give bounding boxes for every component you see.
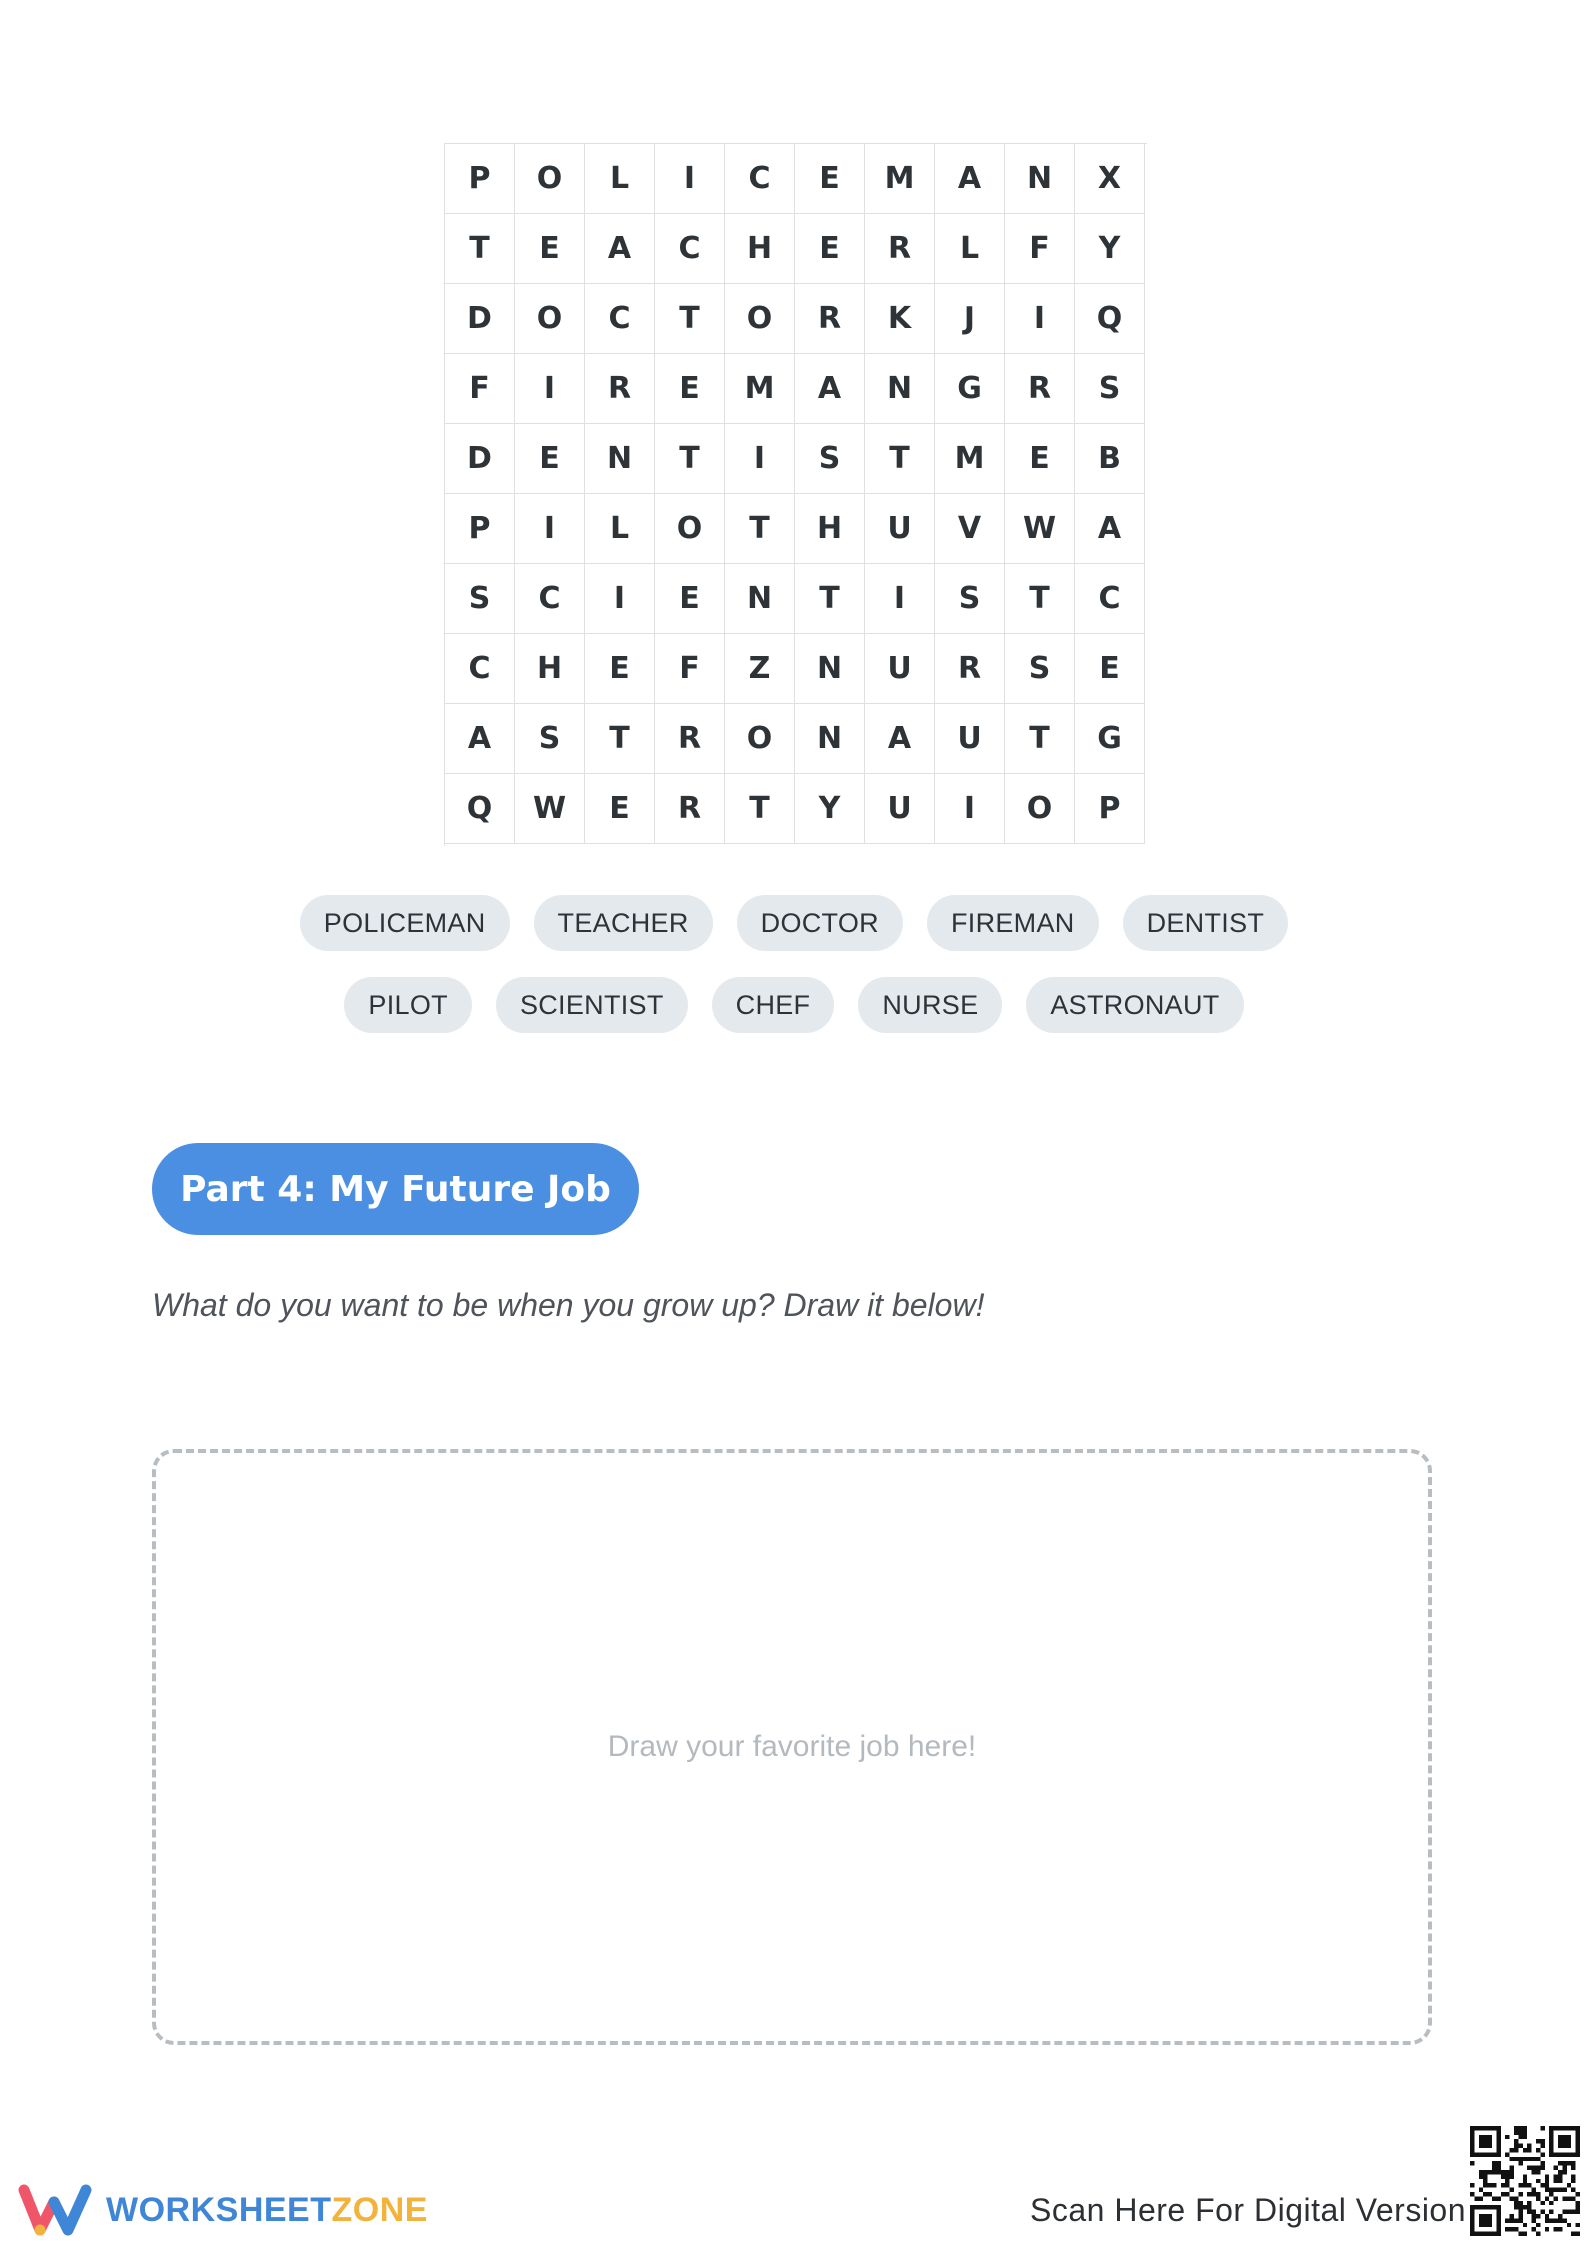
grid-cell[interactable]: R	[585, 354, 655, 424]
grid-cell[interactable]: I	[655, 144, 725, 214]
logo-w-icon	[18, 2182, 92, 2238]
grid-cell[interactable]: N	[795, 634, 865, 704]
grid-cell[interactable]: R	[865, 214, 935, 284]
grid-cell[interactable]: Y	[795, 774, 865, 844]
word-bank-row-1	[0, 895, 1588, 951]
grid-cell[interactable]: R	[655, 774, 725, 844]
drawing-area-hint: Draw your favorite job here!	[607, 1730, 977, 1763]
grid-cell[interactable]: F	[1005, 214, 1075, 284]
grid-cell[interactable]: E	[655, 354, 725, 424]
grid-cell[interactable]: P	[445, 144, 515, 214]
grid-cell[interactable]: E	[1075, 634, 1145, 704]
grid-cell[interactable]: T	[655, 284, 725, 354]
grid-cell[interactable]: I	[1005, 284, 1075, 354]
grid-cell[interactable]: O	[1005, 774, 1075, 844]
scan-caption: Scan Here For Digital Version	[1030, 2192, 1467, 2228]
grid-cell[interactable]: K	[865, 284, 935, 354]
grid-cell[interactable]: M	[935, 424, 1005, 494]
grid-cell[interactable]: G	[1075, 704, 1145, 774]
grid-cell[interactable]: H	[795, 494, 865, 564]
grid-cell[interactable]: I	[585, 564, 655, 634]
grid-cell[interactable]: A	[865, 704, 935, 774]
word-bank-row-2	[0, 977, 1588, 1033]
word-bank-item: CHEF	[712, 977, 835, 1033]
word-bank-item: PILOT	[344, 977, 472, 1033]
grid-cell[interactable]: L	[585, 144, 655, 214]
grid-cell[interactable]: U	[865, 634, 935, 704]
grid-cell[interactable]: E	[585, 774, 655, 844]
grid-cell[interactable]: C	[725, 144, 795, 214]
grid-cell[interactable]: S	[515, 704, 585, 774]
grid-cell[interactable]: A	[1075, 494, 1145, 564]
grid-cell[interactable]: J	[935, 284, 1005, 354]
grid-cell[interactable]: U	[865, 494, 935, 564]
qr-code-icon[interactable]	[1470, 2126, 1580, 2236]
grid-cell[interactable]: Z	[725, 634, 795, 704]
grid-cell[interactable]: T	[1005, 564, 1075, 634]
grid-cell[interactable]: I	[935, 774, 1005, 844]
grid-cell[interactable]: S	[445, 564, 515, 634]
grid-cell[interactable]: I	[515, 494, 585, 564]
grid-cell[interactable]: T	[1005, 704, 1075, 774]
grid-cell[interactable]: E	[515, 424, 585, 494]
grid-cell[interactable]: T	[445, 214, 515, 284]
grid-cell[interactable]: L	[585, 494, 655, 564]
grid-cell[interactable]: C	[1075, 564, 1145, 634]
grid-cell[interactable]: B	[1075, 424, 1145, 494]
word-search-grid	[444, 143, 1147, 846]
grid-cell[interactable]: Q	[1075, 284, 1145, 354]
part-4-header	[152, 1143, 639, 1235]
grid-cell[interactable]: E	[655, 564, 725, 634]
grid-cell[interactable]: D	[445, 424, 515, 494]
grid-cell[interactable]: R	[655, 704, 725, 774]
grid-cell[interactable]: A	[445, 704, 515, 774]
grid-cell[interactable]: T	[725, 774, 795, 844]
word-bank-item: ASTRONAUT	[1026, 977, 1243, 1033]
grid-cell[interactable]: M	[725, 354, 795, 424]
grid-cell[interactable]: Q	[445, 774, 515, 844]
grid-cell[interactable]: Y	[1075, 214, 1145, 284]
grid-cell[interactable]: W	[1005, 494, 1075, 564]
grid-cell[interactable]: T	[865, 424, 935, 494]
logo-wordmark-part2: ZONE	[331, 2190, 428, 2229]
grid-cell[interactable]: W	[515, 774, 585, 844]
grid-cell[interactable]: F	[445, 354, 515, 424]
grid-cell[interactable]: A	[795, 354, 865, 424]
grid-cell[interactable]: N	[795, 704, 865, 774]
grid-cell[interactable]: U	[865, 774, 935, 844]
word-bank-item: DENTIST	[1123, 895, 1289, 951]
grid-cell[interactable]: N	[865, 354, 935, 424]
grid-cell[interactable]: O	[725, 704, 795, 774]
grid-cell[interactable]: F	[655, 634, 725, 704]
grid-cell[interactable]: G	[935, 354, 1005, 424]
grid-cell[interactable]: E	[585, 634, 655, 704]
grid-cell[interactable]: S	[935, 564, 1005, 634]
grid-cell[interactable]: P	[1075, 774, 1145, 844]
grid-cell[interactable]: T	[725, 494, 795, 564]
grid-cell[interactable]: X	[1075, 144, 1145, 214]
grid-cell[interactable]: C	[515, 564, 585, 634]
grid-cell[interactable]: S	[1075, 354, 1145, 424]
grid-cell[interactable]: A	[935, 144, 1005, 214]
grid-cell[interactable]: P	[445, 494, 515, 564]
drawing-area[interactable]	[152, 1449, 1432, 2045]
word-bank-item: FIREMAN	[927, 895, 1099, 951]
logo-wordmark	[106, 2191, 428, 2230]
grid-cell[interactable]: H	[515, 634, 585, 704]
grid-cell[interactable]: T	[585, 704, 655, 774]
grid-cell[interactable]: C	[655, 214, 725, 284]
part-4-instruction: What do you want to be when you grow up? Draw it below!	[152, 1287, 985, 1323]
grid-cell[interactable]: O	[655, 494, 725, 564]
word-bank-item: NURSE	[858, 977, 1002, 1033]
grid-cell[interactable]: N	[1005, 144, 1075, 214]
grid-cell[interactable]: D	[445, 284, 515, 354]
grid-cell[interactable]: N	[725, 564, 795, 634]
grid-cell[interactable]: M	[865, 144, 935, 214]
grid-cell[interactable]: I	[515, 354, 585, 424]
grid-cell[interactable]: R	[795, 284, 865, 354]
grid-cell[interactable]: H	[725, 214, 795, 284]
logo-wordmark-part1: WORKSHEET	[106, 2190, 332, 2229]
grid-cell[interactable]: E	[515, 214, 585, 284]
grid-cell[interactable]: R	[935, 634, 1005, 704]
worksheetzone-logo	[18, 2182, 428, 2238]
grid-cell[interactable]: V	[935, 494, 1005, 564]
grid-cell[interactable]: C	[445, 634, 515, 704]
word-bank-item: SCIENTIST	[496, 977, 688, 1033]
grid-cell[interactable]: L	[935, 214, 1005, 284]
grid-cell[interactable]: T	[795, 564, 865, 634]
grid-cell[interactable]: E	[795, 144, 865, 214]
grid-cell[interactable]: O	[515, 284, 585, 354]
word-bank-item: DOCTOR	[737, 895, 903, 951]
grid-cell[interactable]: R	[1005, 354, 1075, 424]
grid-cell[interactable]: T	[655, 424, 725, 494]
grid-cell[interactable]: E	[795, 214, 865, 284]
grid-cell[interactable]: O	[725, 284, 795, 354]
grid-cell[interactable]: A	[585, 214, 655, 284]
part-4-title: Part 4: My Future Job	[180, 1168, 611, 1210]
grid-cell[interactable]: O	[515, 144, 585, 214]
grid-cell[interactable]: S	[795, 424, 865, 494]
word-bank-item: TEACHER	[534, 895, 713, 951]
grid-cell[interactable]: S	[1005, 634, 1075, 704]
grid-cell[interactable]: I	[865, 564, 935, 634]
grid-cell[interactable]: U	[935, 704, 1005, 774]
word-bank-item: POLICEMAN	[300, 895, 510, 951]
grid-cell[interactable]: C	[585, 284, 655, 354]
grid-cell[interactable]: N	[585, 424, 655, 494]
grid-cell[interactable]: E	[1005, 424, 1075, 494]
grid-cell[interactable]: I	[725, 424, 795, 494]
